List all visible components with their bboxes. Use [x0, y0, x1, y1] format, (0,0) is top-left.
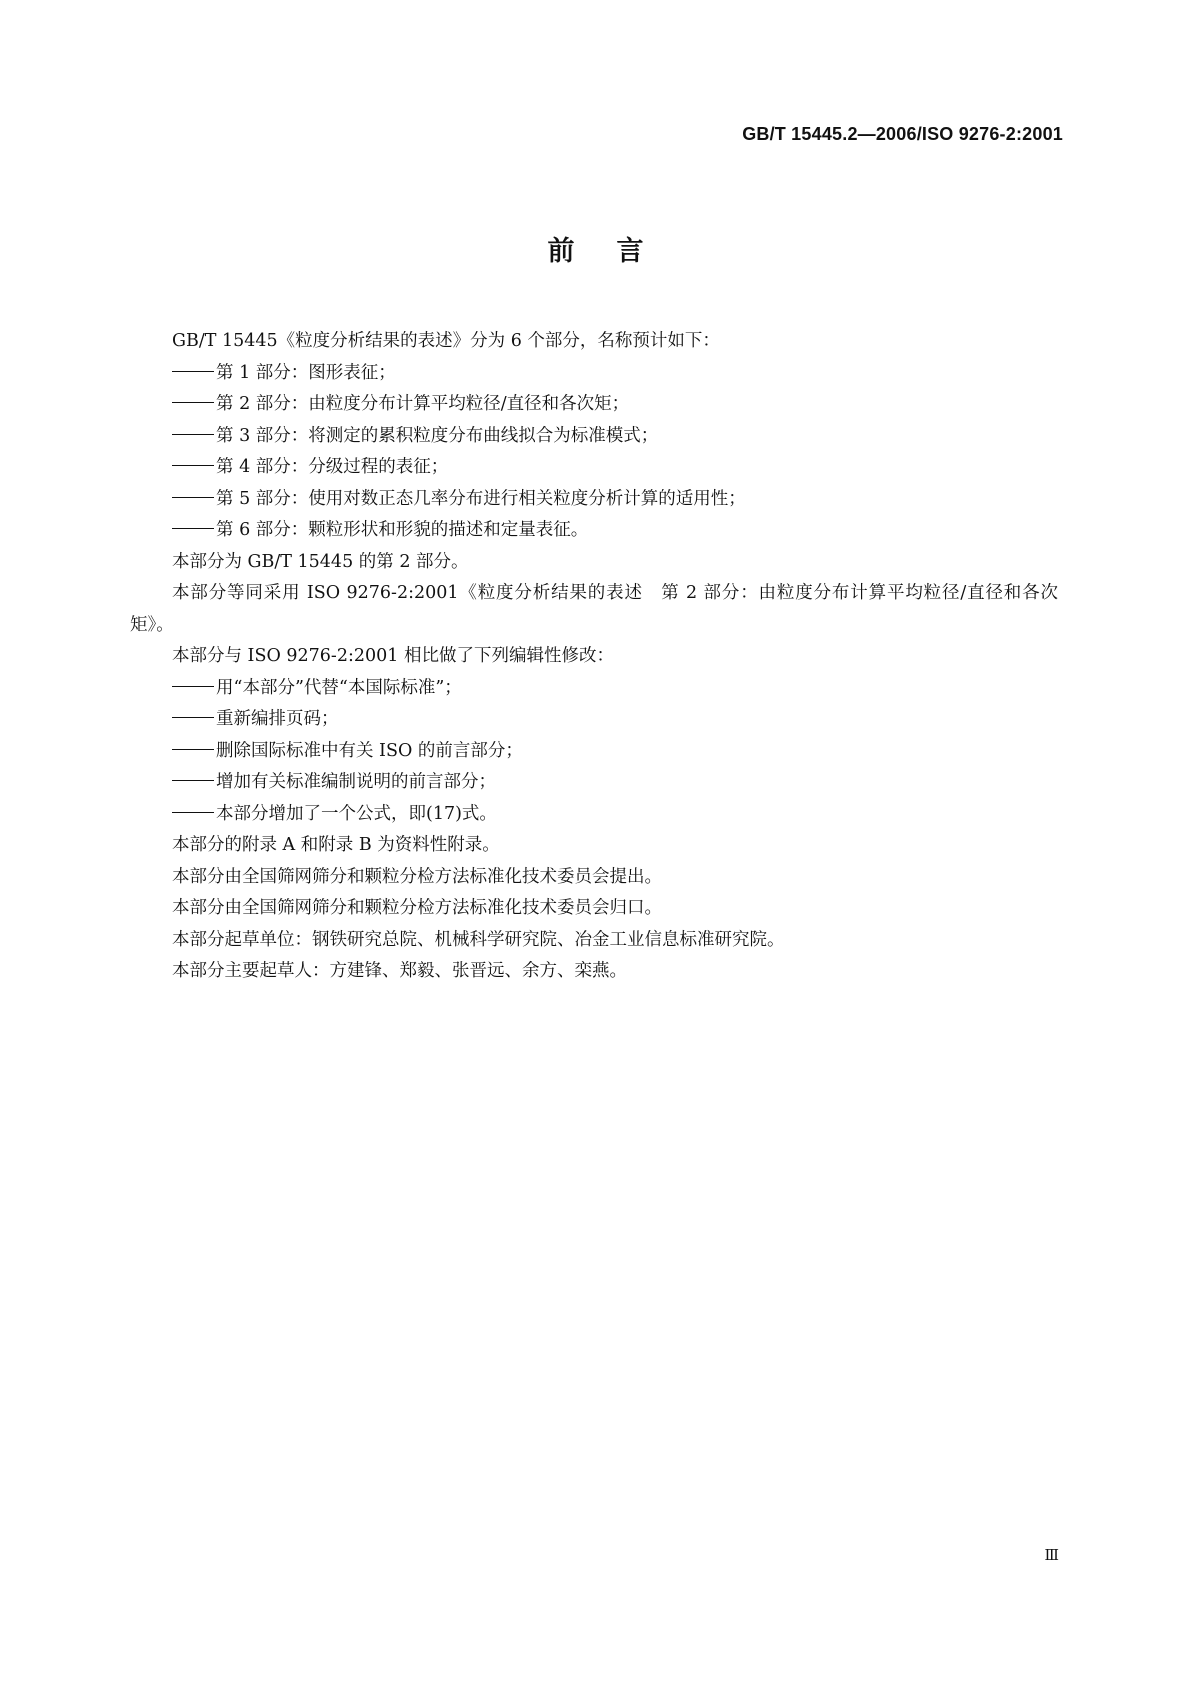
list-item-text: 重新编排页码；	[216, 709, 339, 729]
dash-marker	[172, 812, 214, 813]
equivalence-paragraph: 本部分等同采用 ISO 9276-2:2001《粒度分析结果的表述 第 2 部分：由粒度分布计算平均粒径/直径和各次矩》。	[130, 583, 1058, 635]
list-item	[130, 799, 1058, 831]
list-item-text: 第 6 部分：颗粒形状和形貌的描述和定量表征。	[216, 520, 589, 540]
list-item	[130, 358, 1058, 390]
dash-marker	[172, 402, 214, 403]
changes-intro-paragraph: 本部分与 ISO 9276-2:2001 相比做了下列编辑性修改：	[172, 646, 614, 666]
list-item-text: 本部分增加了一个公式，即(17)式。	[216, 803, 497, 824]
list-item	[130, 515, 1058, 547]
page-number: Ⅲ	[1044, 1546, 1058, 1564]
list-item-text: 增加有关标准编制说明的前言部分；	[216, 772, 496, 792]
list-item-text: 用“本部分”代替“本国际标准”；	[216, 677, 462, 698]
foreword-body	[130, 326, 1058, 988]
list-item	[130, 704, 1058, 736]
list-item-text: 第 5 部分：使用对数正态几率分布进行相关粒度分析计算的适用性；	[216, 488, 746, 509]
list-item-text: 删除国际标准中有关 ISO 的前言部分；	[216, 740, 523, 761]
list-item-text: 第 4 部分：分级过程的表征；	[216, 457, 449, 477]
managed-by-paragraph: 本部分由全国筛网筛分和颗粒分检方法标准化技术委员会归口。	[172, 898, 662, 918]
dash-marker	[172, 371, 214, 372]
list-item	[130, 736, 1058, 768]
dash-marker	[172, 717, 214, 718]
list-item	[130, 452, 1058, 484]
dash-marker	[172, 434, 214, 435]
dash-marker	[172, 686, 214, 687]
dash-marker	[172, 749, 214, 750]
list-item-text: 第 3 部分：将测定的累积粒度分布曲线拟合为标准模式；	[216, 425, 659, 446]
list-item	[130, 673, 1058, 705]
list-item-text: 第 2 部分：由粒度分布计算平均粒径/直径和各次矩；	[216, 394, 630, 414]
this-part-paragraph: 本部分为 GB/T 15445 的第 2 部分。	[172, 551, 469, 572]
dash-marker	[172, 780, 214, 781]
dash-marker	[172, 497, 214, 498]
drafting-units-paragraph: 本部分起草单位：钢铁研究总院、机械科学研究院、冶金工业信息标准研究院。	[172, 929, 785, 950]
list-item	[130, 389, 1058, 421]
proposed-by-paragraph: 本部分由全国筛网筛分和颗粒分检方法标准化技术委员会提出。	[172, 866, 662, 887]
standard-code-header: GB/T 15445.2—2006/ISO 9276-2:2001	[742, 124, 1063, 144]
list-item	[130, 484, 1058, 516]
annex-paragraph: 本部分的附录 A 和附录 B 为资料性附录。	[172, 835, 500, 855]
drafters-paragraph: 本部分主要起草人：方建锋、郑毅、张晋远、余方、栾燕。	[172, 961, 627, 981]
page-title: 前言	[547, 236, 686, 267]
dash-marker	[172, 528, 214, 529]
dash-marker	[172, 465, 214, 466]
list-item-text: 第 1 部分：图形表征；	[216, 362, 396, 383]
intro-paragraph: GB/T 15445《粒度分析结果的表述》分为 6 个部分，名称预计如下：	[172, 331, 720, 351]
list-item	[130, 767, 1058, 799]
list-item	[130, 421, 1058, 453]
